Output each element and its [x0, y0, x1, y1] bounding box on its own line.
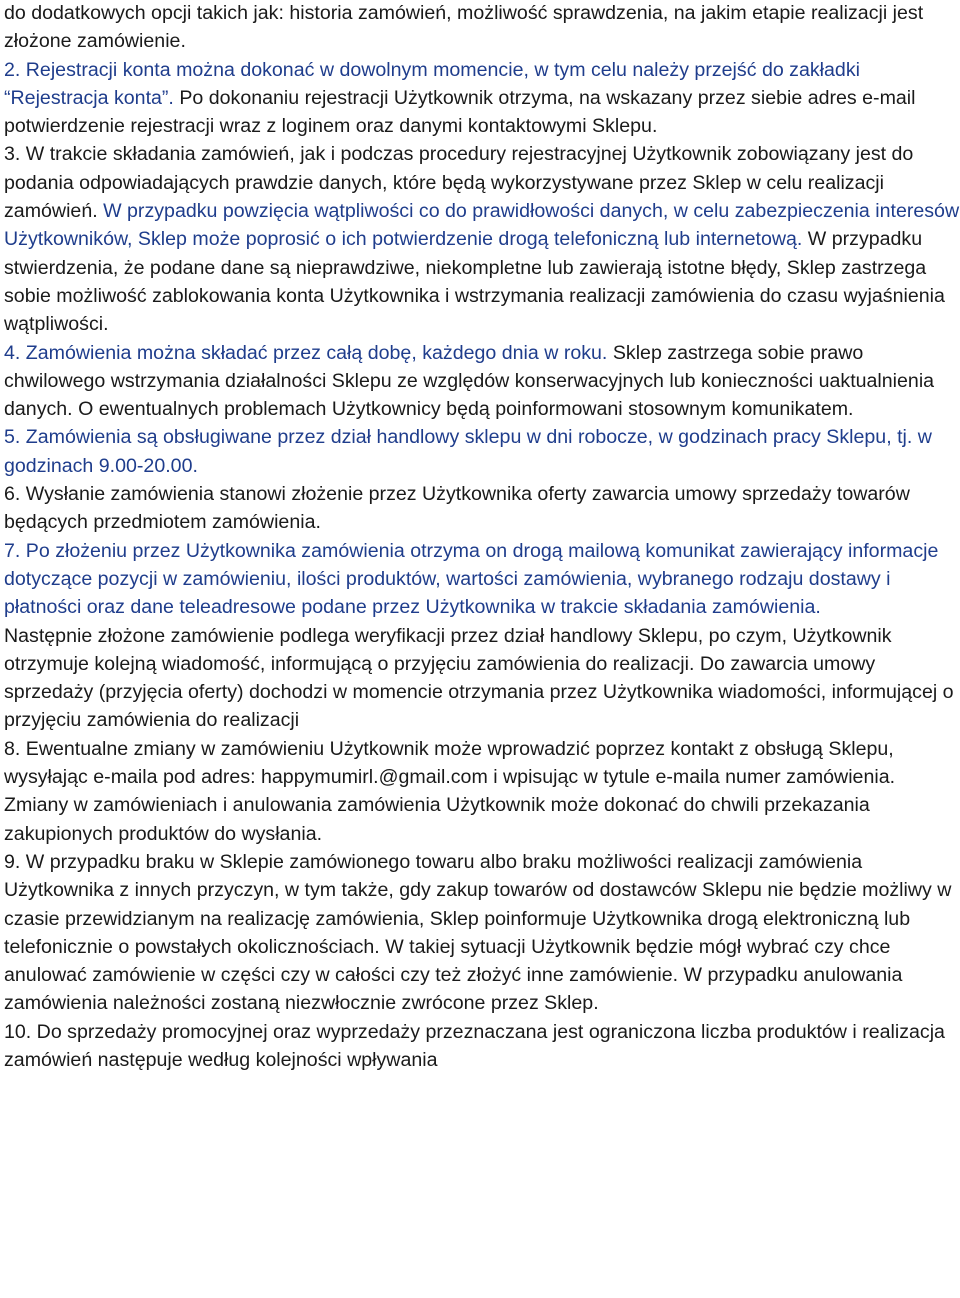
text-segment: 10. Do sprzedaży promocyjnej oraz wyprzedaży przeznaczana jest ograniczona liczba produktów i realizacja zamówień następuje według kolejności wpływania	[4, 1020, 945, 1071]
text-segment: W przypadku stwierdzenia, że podane dane są nieprawdziwe, niekompletne lub zawierają istotne błędy, Sklep zastrzega sobie możliwość zablokowania konta Użytkownika i wstrzymania realizacji zamówienia do czasu wyjaśnienia wątpliwości.	[4, 228, 945, 336]
text-segment: 2. Rejestracji konta można dokonać w dowolnym momencie, w tym celu należy przejść do zakładki “Rejestracja konta”.	[4, 58, 860, 109]
text-segment: W przypadku powzięcia wątpliwości co do prawidłowości danych, w celu zabezpieczenia interesów Użytkowników, Sklep może poprosić o ich potwierdzenie drogą telefoniczną lub internetową.	[4, 200, 960, 251]
text-segment: do dodatkowych opcji takich jak: historia zamówień, możliwość sprawdzenia, na jakim etapie realizacji jest złożone zamówienie.	[4, 2, 924, 53]
paragraph	[4, 537, 960, 622]
text-segment: Do zawarcia umowy sprzedaży (przyjęcia oferty) dochodzi w momencie otrzymania przez Użytkownika wiadomości, informującej o przyjęciu zamówienia do realizacji	[4, 652, 954, 732]
paragraph	[4, 56, 960, 141]
text-segment: Następnie złożone zamówienie podlega weryfikacji przez dział handlowy Sklepu, po czym, Użytkownik otrzymuje kolejną wiadomość, informującą o przyjęciu zamówienia do realizacji.	[4, 624, 892, 675]
text-segment: O ewentualnych problemach Użytkownicy będą poinformowani stosownym komunikatem.	[72, 398, 854, 421]
paragraph	[4, 0, 960, 56]
paragraph	[4, 1018, 960, 1075]
text-segment: Po dokonaniu rejestracji Użytkownik otrzyma, na wskazany przez siebie adres e-mail potwierdzenie rejestracji wraz z loginem oraz danymi kontaktowymi Sklepu.	[4, 86, 916, 138]
paragraph	[4, 848, 960, 1018]
paragraph	[4, 735, 960, 848]
paragraph	[4, 140, 960, 338]
paragraph	[4, 339, 960, 424]
text-segment: W przypadku anulowania zamówienia należności zostaną niezwłocznie zwrócone przez Sklep.	[4, 964, 903, 1015]
text-segment: 3. W trakcie składania zamówień, jak i podczas procedury rejestracyjnej Użytkownik zobowiązany jest do podania odpowiadających prawdzie danych, które będą wykorzystywane przez Sklep w celu realizacji zamówień.	[4, 143, 914, 223]
text-segment: 9. W przypadku braku w Sklepie zamówionego towaru albo braku możliwości realizacji zamówienia Użytkownika z innych przyczyn, w tym także, gdy zakup towarów od dostawców Sklepu nie będzie możliwy w czasie przewidzianym na realizację zamówienia, Sklep poinformuje Użytkownika drogą elektroniczną lub telefonicznie o powstałych okolicznościach.	[4, 850, 952, 958]
paragraph	[4, 480, 960, 537]
paragraph	[4, 622, 960, 735]
document-body	[4, 0, 960, 1074]
text-segment: 7. Po złożeniu przez Użytkownika zamówienia otrzyma on drogą mailową komunikat zawierający informacje dotyczące pozycji w zamówieniu, ilości produktów, wartości zamówienia, wybranego rodzaju dostawy i płatności oraz dane teleadresowe podane przez Użytkownika w trakcie składania zamówienia.	[4, 539, 939, 619]
text-segment: W takiej sytuacji Użytkownik będzie mógł wybrać czy chce anulować zamówienie w części czy w całości czy też złożyć inne zamówienie.	[4, 935, 891, 987]
text-segment: 8. Ewentualne zmiany w zamówieniu Użytkownik może wprowadzić poprzez kontakt z obsługą Sklepu, wysyłając e-maila pod adres: happymumirl.@gmail.com i wpisując w tytule e-maila numer zamówienia.	[4, 737, 896, 789]
text-segment: 5. Zamówienia są obsługiwane przez dział handlowy sklepu w dni robocze, w godzinach pracy Sklepu, tj. w godzinach 9.00-20.00.	[4, 426, 932, 477]
text-segment: 4. Zamówienia można składać przez całą dobę, każdego dnia w roku.	[4, 341, 608, 364]
text-segment: 6. Wysłanie zamówienia stanowi złożenie przez Użytkownika oferty zawarcia umowy sprzedaży towarów będących przedmiotem zamówienia.	[4, 483, 910, 534]
text-segment: Zmiany w zamówieniach i anulowania zamówienia Użytkownik może dokonać do chwili przekazania zakupionych produktów do wysłania.	[4, 794, 870, 845]
paragraph	[4, 423, 960, 480]
text-segment: Sklep zastrzega sobie prawo chwilowego wstrzymania działalności Sklepu ze względów konserwacyjnych lub konieczności uaktualnienia danych.	[4, 341, 935, 421]
